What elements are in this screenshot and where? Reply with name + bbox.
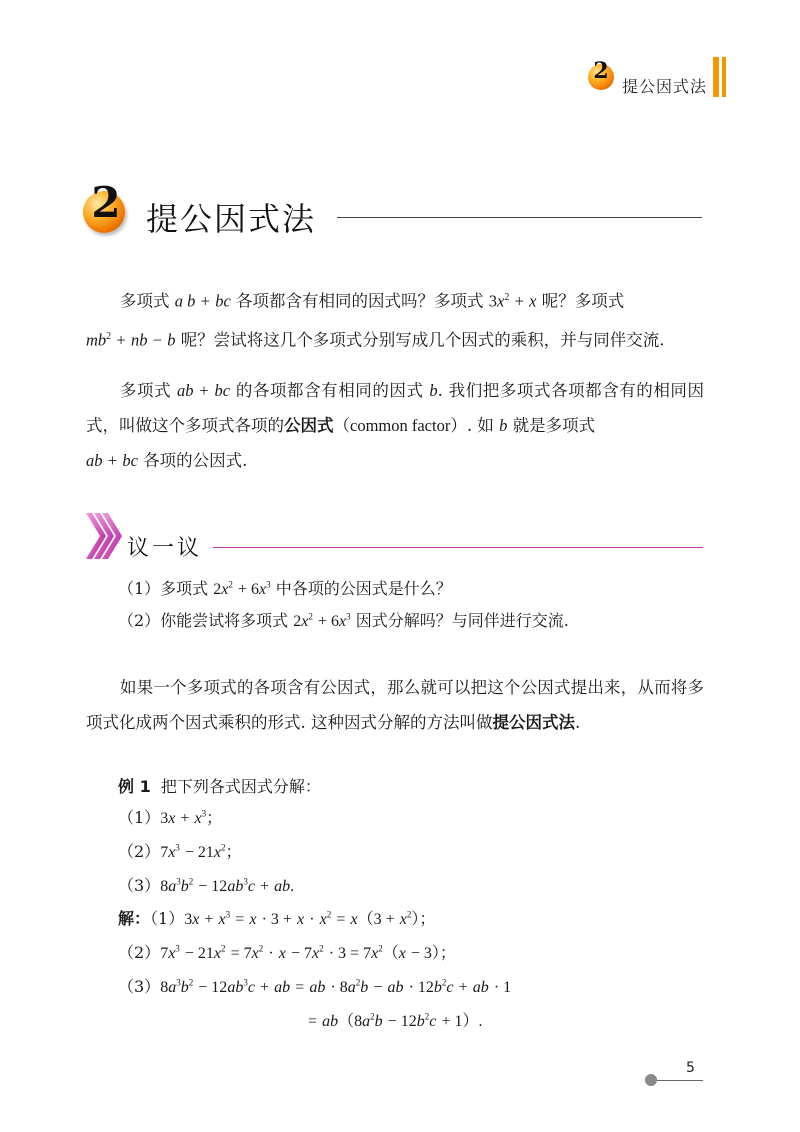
header-bar-decoration-2: [722, 57, 726, 97]
discuss-question-1: （1）多项式 $2x^2 + 6x^3$ 中各项的公因式是什么？: [118, 579, 452, 598]
solution-label: 解：: [118, 909, 151, 928]
solution-line-2: $(2)7x^3 - 21x^2 = 7x^2 \cdot x - 7x^2 \cdot 3 = 7x^2(x - 3)$；: [118, 943, 456, 962]
discuss-title: 议一议: [127, 536, 203, 561]
term-common-factor: 公因式: [284, 416, 334, 435]
solution-line-3-continued: = $ab(8a^2b - 12b^2c + 1)$.: [308, 1011, 483, 1030]
header-bar-decoration: [713, 57, 719, 97]
title-rule: [337, 217, 702, 218]
header-section-title: 提公因式法: [622, 77, 708, 96]
example-item-3: $(3)8a^3b^2 - 12ab^3c$ + ab.: [118, 876, 295, 895]
discuss-rule: [213, 547, 703, 548]
term-factor-out-method: 提公因式法: [492, 713, 575, 732]
discuss-chevron-icon: [86, 513, 126, 559]
solution-line-3: $(3)8a^3b^2 - 12ab^3c$ + ab = ab · $8a^2b$ − ab · $12b^2c$ + ab · 1: [118, 977, 512, 996]
solution-line-1: 解：$(1)3x + x^3 = x \cdot 3 + x \cdot x^2 = x(3 + x^2)$；: [118, 909, 436, 928]
discuss-question-2: （2）你能尝试将多项式 $2x^2 + 6x^3$ 因式分解吗？与同伴进行交流.: [118, 611, 569, 630]
header-section-number: 2: [593, 58, 609, 84]
intro-paragraph-2: 多项式 ab + bc 的各项都含有相同的因式 b. 我们把多项式各项都含有的相同因式，叫做这个多项式各项的公因式（common factor）. 如 b 就是多项式 ab + bc 各项的公因式.: [86, 381, 704, 470]
example-label: 例 1: [118, 777, 151, 796]
page-number-rule: [657, 1080, 703, 1081]
example-item-1: $(1)3x + x^3$；: [118, 808, 223, 827]
intro-paragraph-1: 多项式 a b + bc 各项都含有相同的因式吗？多项式 $3x^2 + x$ 呢？多项式 $mb^2$ + nb − b 呢？尝试将这几个多项式分别写成几个因式的乘积，并与同伴交流.: [86, 291, 665, 349]
page-number: 5: [686, 1060, 695, 1076]
method-paragraph: 如果一个多项式的各项含有公因式，那么就可以把这个公因式提出来，从而将多项式化成两个因式乘积的形式. 这种因式分解的方法叫做提公因式法.: [86, 678, 704, 732]
example-heading: 例 1 把下列各式因式分解：: [118, 777, 321, 796]
page-title: 提公因式法: [146, 200, 317, 238]
example-item-2: $(2)7x^3 - 21x^2$；: [118, 842, 242, 861]
section-number: 2: [91, 178, 121, 227]
page-number-dot-icon: [645, 1074, 657, 1086]
